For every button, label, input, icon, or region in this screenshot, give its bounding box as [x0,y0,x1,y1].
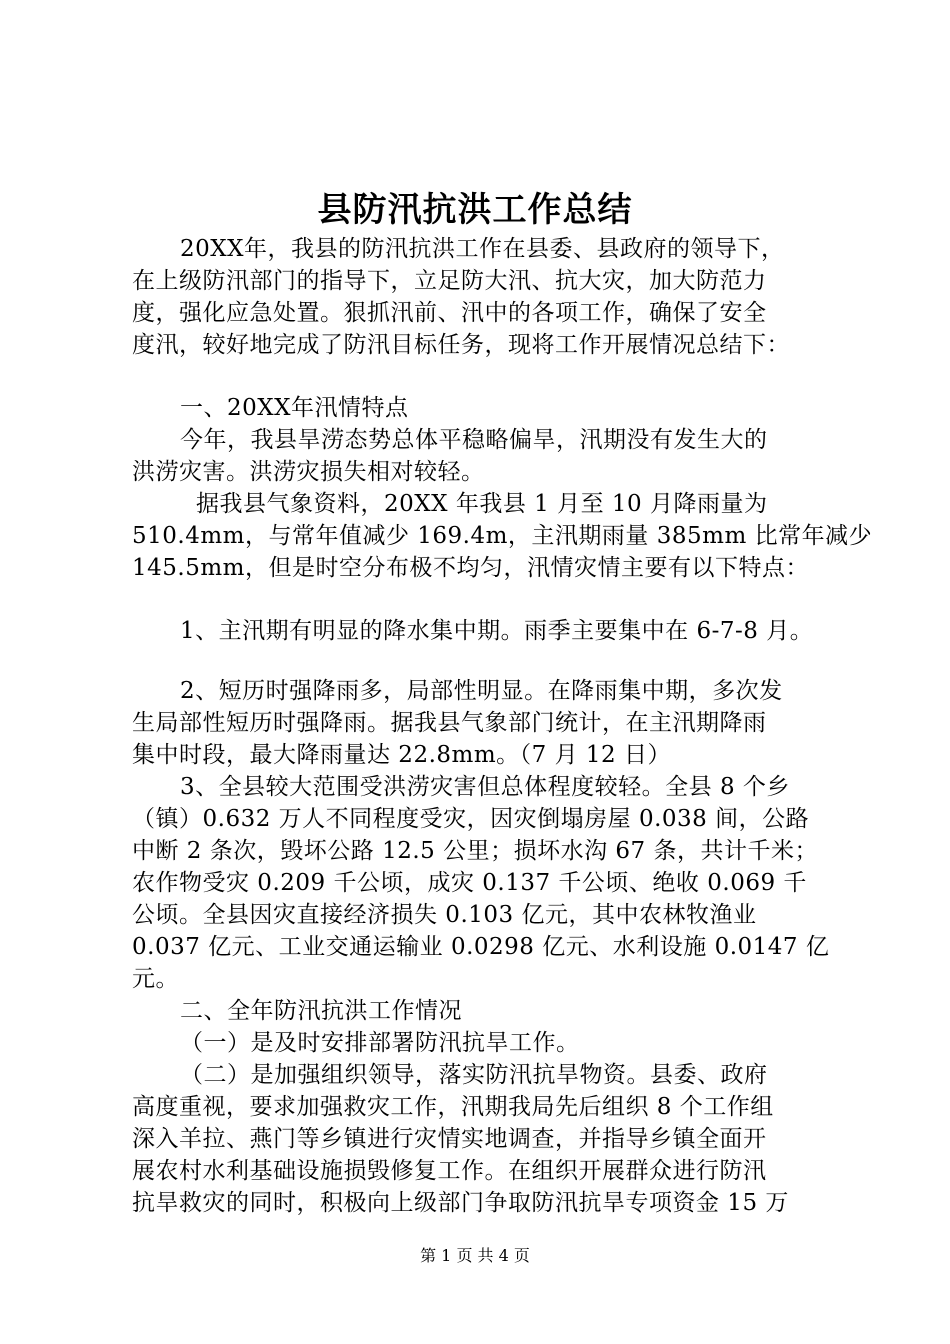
text-line: 公顷。全县因灾直接经济损失 0.103 亿元，其中农林牧渔业 [132,902,757,928]
text-line: 3、全县较大范围受洪涝灾害但总体程度较轻。全县 8 个乡 [180,774,790,800]
section-heading: 一、20XX年汛情特点 [180,395,409,421]
text-line: 生局部性短历时强降雨。据我县气象部门统计，在主汛期降雨 [132,710,767,736]
text-line: 集中时段，最大降雨量达 22.8mm。（7 月 12 日） [132,742,671,768]
text-line: 高度重视，要求加强救灾工作，汛期我局先后组织 8 个工作组 [132,1094,774,1120]
text-line: （二）是加强组织领导，落实防汛抗旱物资。县委、政府 [180,1062,768,1088]
text-line: 2、短历时强降雨多，局部性明显。在降雨集中期，多次发 [180,678,783,704]
page-number-footer: 第 1 页 共 4 页 [420,1246,530,1265]
page-title: 县防汛抗洪工作总结 [317,190,633,230]
text-line: 0.037 亿元、工业交通运输业 0.0298 亿元、水利设施 0.0147 亿 [132,934,830,960]
section-heading: 二、全年防汛抗洪工作情况 [180,998,462,1024]
text-line: 抗旱救灾的同时，积极向上级部门争取防汛抗旱专项资金 15 万 [132,1190,789,1216]
text-line: 元。 [132,966,179,992]
text-line: 据我县气象资料，20XX 年我县 1 月至 10 月降雨量为 [196,491,768,517]
text-line: 今年，我县旱涝态势总体平稳略偏旱，汛期没有发生大的 [180,427,768,453]
text-line: 20XX年，我县的防汛抗洪工作在县委、县政府的领导下， [180,236,785,262]
text-line: 510.4mm，与常年值减少 169.4m，主汛期雨量 385mm 比常年减少 [132,523,873,549]
text-line: 145.5mm，但是时空分布极不均匀，汛情灾情主要有以下特点： [132,555,809,581]
text-line: 度，强化应急处置。狠抓汛前、汛中的各项工作，确保了安全 [132,300,767,326]
text-line: 度汛，较好地完成了防汛目标任务，现将工作开展情况总结下： [132,332,790,358]
text-line: （镇）0.632 万人不同程度受灾，因灾倒塌房屋 0.038 间，公路 [132,806,810,832]
text-line: （一）是及时安排部署防汛抗旱工作。 [180,1030,580,1056]
text-line: 农作物受灾 0.209 千公顷，成灾 0.137 千公顷、绝收 0.069 千 [132,870,807,896]
text-line: 洪涝灾害。洪涝灾损失相对较轻。 [132,459,485,485]
text-line: 1、主汛期有明显的降水集中期。雨季主要集中在 6-7-8 月。 [180,618,814,644]
text-line: 在上级防汛部门的指导下，立足防大汛、抗大灾，加大防范力 [132,268,767,294]
text-line: 中断 2 条次，毁坏公路 12.5 公里；损坏水沟 67 条，共计千米； [132,838,818,864]
text-line: 深入羊拉、燕门等乡镇进行灾情实地调查，并指导乡镇全面开 [132,1126,767,1152]
text-line: 展农村水利基础设施损毁修复工作。在组织开展群众进行防汛 [132,1158,767,1184]
